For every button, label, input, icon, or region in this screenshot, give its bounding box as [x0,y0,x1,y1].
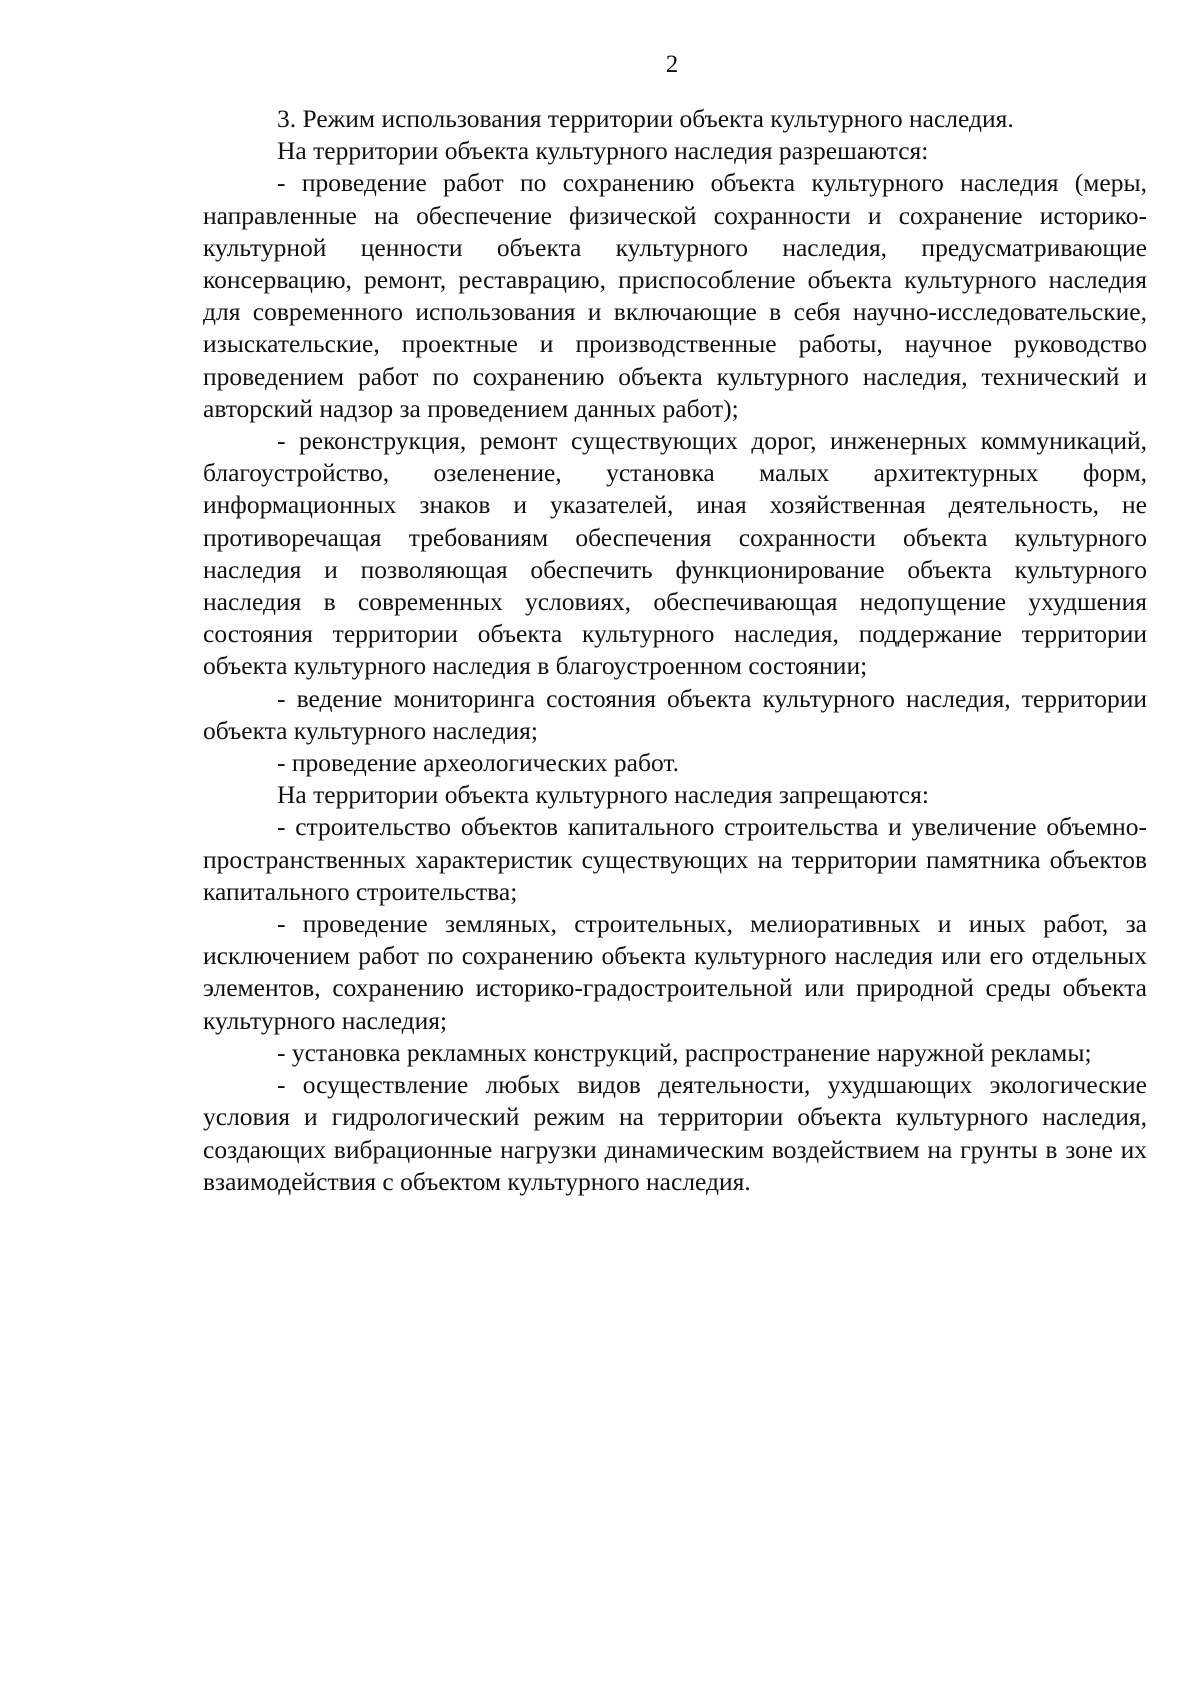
prohibited-item-ecological-harm: - осуществление любых видов деятельности, ухудшающих экологические условия и гидрологический режим на территории объекта культурного наследия, создающих вибрационные нагрузки динамическим воздействием на грунты в зоне их взаимодействия с объектом культурного наследия. [203,1070,1147,1196]
prohibited-intro: На территории объекта культурного наследия запрещаются: [277,780,929,810]
prohibited-item-advertising: - установка рекламных конструкций, распространение наружной рекламы; [277,1037,1092,1067]
prohibited-item-construction: - строительство объектов капитального строительства и увеличение объемно-пространственных характеристик существующих на территории памятника объектов капитального строительства; [203,812,1147,906]
permitted-item-preservation-works: - проведение работ по сохранению объекта культурного наследия (меры, направленные на обеспечение физической сохранности и сохранение историко-культурной ценности объекта культурного наследия, предусматривающие консервацию, ремонт, реставрацию, приспособление объекта культурного наследия для современного использования и включающие в себя научно-исследовательские, изыскательские, проектные и производственные работы, научное руководство проведением работ по сохранению объекта культурного наследия, технический и авторский надзор за проведением данных работ); [203,168,1147,423]
document-body [203,103,1147,1198]
permitted-intro: На территории объекта культурного наследия разрешаются: [277,136,929,166]
section-heading-usage-regime: 3. Режим использования территории объекта культурного наследия. [277,104,1014,133]
permitted-item-reconstruction: - реконструкция, ремонт существующих дорог, инженерных коммуникаций, благоустройство, озеленение, установка малых архитектурных форм, информационных знаков и указателей, иная хозяйственная деятельность, не противоречащая требованиям обеспечения сохранности объекта культурного наследия и позволяющая обеспечить функционирование объекта культурного наследия в современных условиях, обеспечивающая недопущение ухудшения состояния территории объекта культурного наследия, поддержание территории объекта культурного наследия в благоустроенном состоянии; [203,426,1147,681]
prohibited-item-earthworks: - проведение земляных, строительных, мелиоративных и иных работ, за исключением работ по сохранению объекта культурного наследия или его отдельных элементов, сохранению историко-градостроительной или природной среды объекта культурного наследия; [203,909,1147,1035]
permitted-item-monitoring: - ведение мониторинга состояния объекта культурного наследия, территории объекта культурного наследия; [203,683,1147,745]
permitted-item-archaeology: - проведение археологических работ. [277,748,679,778]
page-number: 2 [665,51,679,78]
